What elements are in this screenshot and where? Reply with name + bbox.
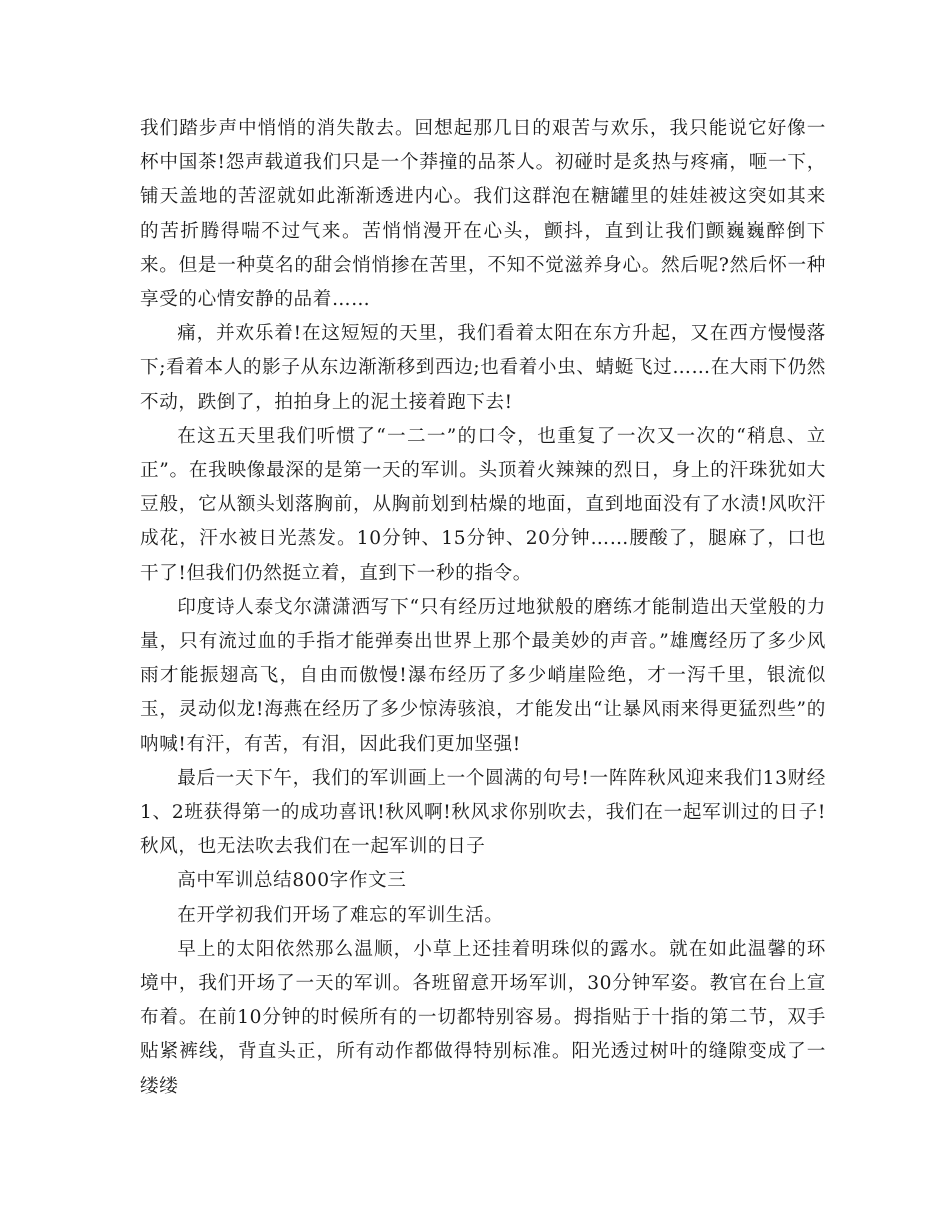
paragraph-3: 在这五天里我们听惯了“一二一”的口令，也重复了一次又一次的“稍息、立正”。在我映像最深的是第一天的军训。头顶着火辣辣的烈日，身上的汗珠犹如大豆般，它从额头划落胸前，从胸前划到枯燥的地面，直到地面没有了水渍!风吹汗成花，汗水被日光蒸发。10分钟、15分钟、20分钟……腰酸了，腿麻了，口也干了!但我们仍然挺立着，直到下一秒的指令。 — [140, 425, 826, 584]
document-body — [140, 112, 826, 1104]
paragraph-7: 早上的太阳依然那么温顺，小草上还挂着明珠似的露水。就在如此温馨的环境中，我们开场了一天的军训。各班留意开场军训，30分钟军姿。教官在台上宣布着。在前10分钟的时候所有的一切都特别容易。拇指贴于十指的第二节，双手贴紧裤线，背直头正，所有动作都做得特别标准。阳光透过树叶的缝隙变成了一缕缕 — [140, 938, 826, 1097]
paragraph-5: 最后一天下午，我们的军训画上一个圆满的句号!一阵阵秋风迎来我们13财经1、2班获得第一的成功喜讯!秋风啊!秋风求你别吹去，我们在一起军训过的日子!秋风，也无法吹去我们在一起军训的日子 — [140, 767, 826, 858]
paragraph-2: 痛，并欢乐着!在这短短的天里，我们看着太阳在东方升起，又在西方慢慢落下;看着本人的影子从东边渐渐移到西边;也看着小虫、蜻蜓飞过……在大雨下仍然不动，跌倒了，拍拍身上的泥土接着跑下去! — [140, 323, 826, 413]
paragraph-1: 我们踏步声中悄悄的消失散去。回想起那几日的艰苦与欢乐，我只能说它好像一杯中国茶!怨声载道我们只是一个莽撞的品茶人。初碰时是炙热与疼痛，咂一下，铺天盖地的苦涩就如此渐渐透进内心。我们这群泡在糖罐里的娃娃被这突如其来的苦折腾得喘不过气来。苦悄悄漫开在心头，颤抖，直到让我们颤巍巍醉倒下来。但是一种莫名的甜会悄悄掺在苦里，不知不觉滋养身心。然后呢?然后怀一种享受的心情安静的品着…… — [140, 118, 826, 311]
paragraph-4: 印度诗人泰戈尔潇潇洒写下“只有经历过地狱般的磨练才能制造出天堂般的力量，只有流过血的手指才能弹奏出世界上那个最美妙的声音。”雄鹰经历了多少风雨才能振翅高飞，自由而傲慢!瀑布经历了多少峭崖险绝，才一泻千里，银流似玉，灵动似龙!海燕在经历了多少惊涛骇浪，才能发出“让暴风雨来得更猛烈些”的呐喊!有汗，有苦，有泪，因此我们更加坚强! — [140, 596, 826, 755]
section-heading: 高中军训总结800字作文三 — [177, 870, 407, 892]
paragraph-6: 在开学初我们开场了难忘的军训生活。 — [177, 904, 504, 926]
